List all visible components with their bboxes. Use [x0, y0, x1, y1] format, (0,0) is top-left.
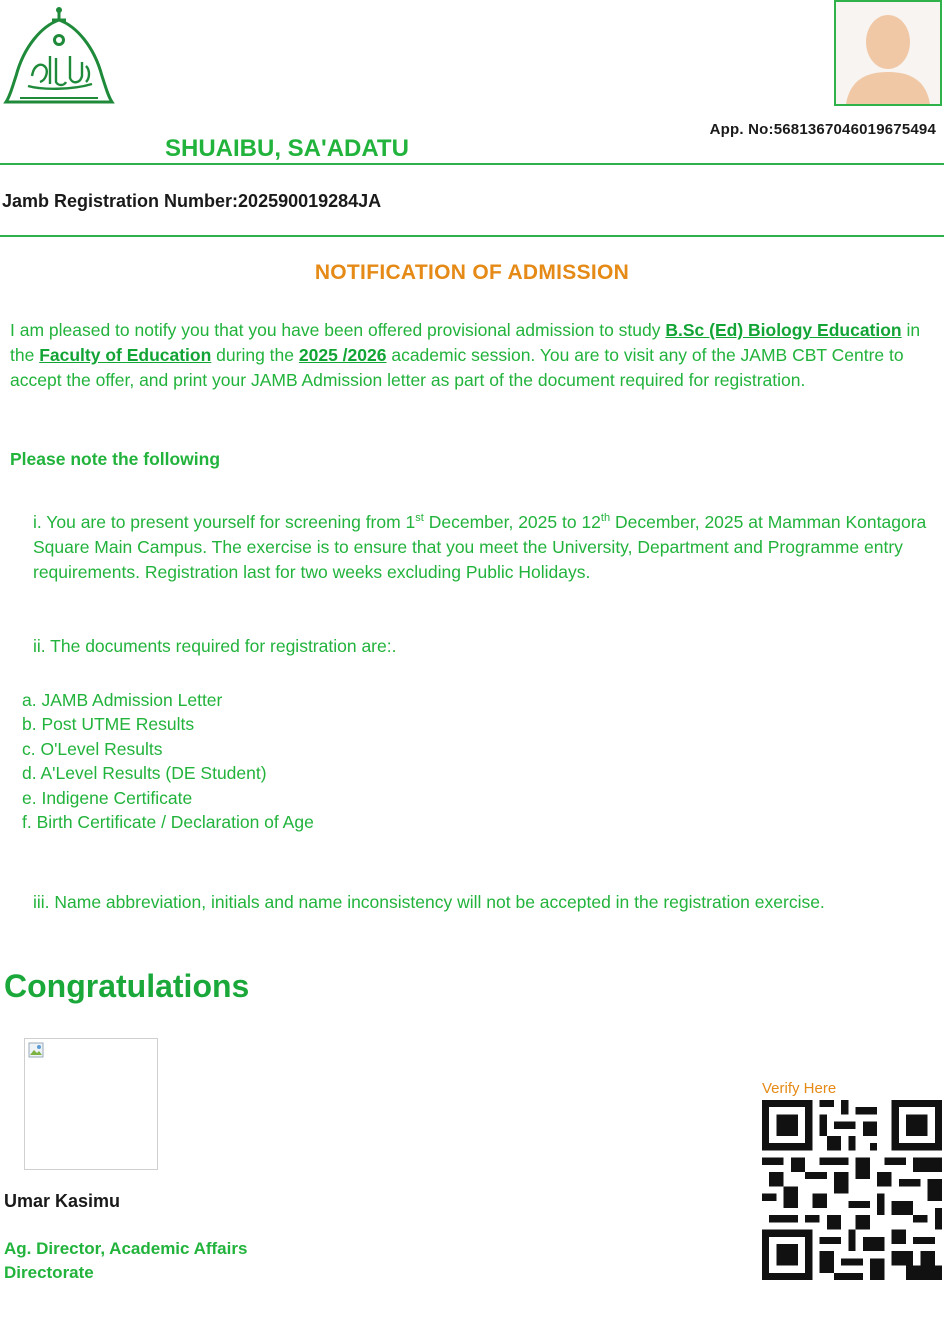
note-item-name-consistency: iii. Name abbreviation, initials and name inconsistency will not be accepted in the registration exercise.	[33, 892, 825, 912]
list-item: a. JAMB Admission Letter	[22, 690, 223, 710]
academic-session: 2025 /2026	[298, 345, 387, 365]
list-item: b. Post UTME Results	[22, 714, 195, 735]
verification-qr-code[interactable]	[762, 1100, 942, 1280]
signatory-title-line: Directorate	[4, 1263, 94, 1282]
application-number	[710, 121, 936, 138]
passport-photo	[834, 0, 942, 106]
jamb-number: 202590019284JA	[238, 191, 382, 211]
note-item-documents: ii. The documents required for registration are:.	[33, 636, 397, 656]
intro-text: during the	[211, 345, 299, 365]
intro-text: I am pleased to notify you that you have been offered provisional admission to study	[10, 320, 666, 340]
list-item: c. O'Level Results	[22, 738, 163, 759]
note-item-screening	[33, 506, 933, 585]
jamb-label: Jamb Registration Number:	[2, 191, 239, 211]
signatory-title	[4, 1237, 247, 1285]
ordinal-suffix: th	[600, 512, 611, 524]
app-no-value: 568136704601967549​4	[773, 121, 936, 138]
app-no-label: App. No:	[709, 121, 774, 138]
intro-text: academic session. You are to visit any of the JAMB CBT Centre to accept the offer, and print your JAMB Admission letter as part of the document required for registration.	[10, 345, 904, 390]
broken-image-icon	[28, 1042, 44, 1058]
note-text: December, 2025 at Mamman Kontagora Square Main Campus. The exercise is to ensure that you meet the University, Department and Programme entry requirements. Registration last for two weeks excluding Public Holidays.	[33, 511, 927, 582]
jamb-registration	[2, 191, 381, 212]
verify-label: Verify Here	[762, 1080, 837, 1097]
faculty-name: Faculty of Education	[39, 345, 212, 365]
list-item: e. Indigene Certificate	[22, 787, 193, 808]
letter-title: NOTIFICATION OF ADMISSION	[314, 261, 630, 284]
university-logo	[2, 6, 116, 110]
congratulations-heading: Congratulations	[4, 968, 250, 1004]
signatory-name: Umar Kasimu	[4, 1191, 121, 1211]
applicant-name: SHUAIBU, SA'ADATU	[165, 135, 409, 162]
note-text: December, 2025 to 12	[423, 511, 601, 532]
signatory-title-line: Ag. Director, Academic Affairs	[4, 1239, 248, 1258]
ordinal-suffix: st	[415, 512, 424, 524]
avatar-placeholder-icon	[836, 2, 940, 104]
divider	[0, 163, 944, 165]
list-item: d. A'Level Results (DE Student)	[22, 763, 267, 784]
signature-image	[24, 1038, 158, 1170]
note-text: i. You are to present yourself for screening from 1	[33, 511, 416, 532]
programme-name: B.Sc (Ed) Biology Education	[665, 320, 902, 340]
list-item: f. Birth Certificate / Declaration of Age	[22, 812, 314, 833]
intro-text: in the	[10, 320, 921, 365]
note-heading: Please note the following	[10, 449, 221, 469]
divider	[0, 235, 944, 237]
admission-paragraph	[10, 318, 925, 393]
document-list	[22, 688, 314, 834]
